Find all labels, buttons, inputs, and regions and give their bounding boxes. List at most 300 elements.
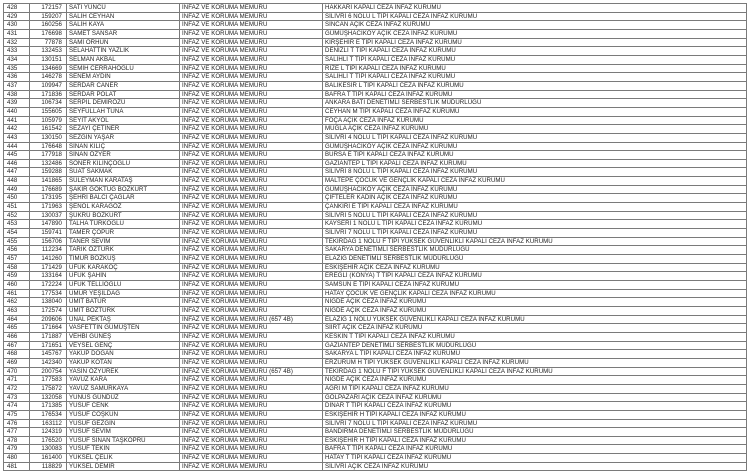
institution-cell: SİLİVRİ 5 NOLU L TİPİ KAPALI CEZA İNFAZ KURUMU — [323, 211, 747, 220]
table-row — [4, 55, 747, 64]
full-name-cell: YUSUF SEVİM — [67, 428, 180, 437]
row-number-cell: 455 — [4, 237, 30, 246]
row-number-cell: 469 — [4, 358, 30, 367]
registry-number-cell: 171963 — [30, 203, 67, 212]
job-title-cell: İNFAZ VE KORUMA MEMURU — [180, 419, 323, 428]
table-row — [4, 255, 747, 264]
job-title-cell: İNFAZ VE KORUMA MEMURU — [180, 12, 323, 21]
row-number-cell: 442 — [4, 125, 30, 134]
full-name-cell: SUAT SAKMAK — [67, 168, 180, 177]
row-number-cell: 438 — [4, 90, 30, 99]
table-row — [4, 220, 747, 229]
row-number-cell: 477 — [4, 428, 30, 437]
job-title-cell: İNFAZ VE KORUMA MEMURU — [180, 73, 323, 82]
table-row — [4, 151, 747, 160]
institution-cell: NİĞDE AÇIK CEZA İNFAZ KURUMU — [323, 376, 747, 385]
institution-cell: GÖLPAZARI AÇIK CEZA İNFAZ KURUMU — [323, 393, 747, 402]
institution-cell: SİLİVRİ 6 NOLU L TİPİ KAPALI CEZA İNFAZ KURUMU — [323, 12, 747, 21]
job-title-cell: İNFAZ VE KORUMA MEMURU — [180, 55, 323, 64]
registry-number-cell: 176689 — [30, 185, 67, 194]
full-name-cell: SALİH CEYHAN — [67, 12, 180, 21]
full-name-cell: ÜNAL PEKTAŞ — [67, 315, 180, 324]
institution-cell: BAFRA T TİPİ KAPALI CEZA İNFAZ KURUMU — [323, 90, 747, 99]
table-row — [4, 281, 747, 290]
institution-cell: GÜMÜŞHACIKÖY AÇIK CEZA İNFAZ KURUMU — [323, 185, 747, 194]
full-name-cell: YAKUP KOTAN — [67, 358, 180, 367]
row-number-cell: 446 — [4, 159, 30, 168]
row-number-cell: 447 — [4, 168, 30, 177]
row-number-cell: 428 — [4, 4, 30, 13]
registry-number-cell: 171836 — [30, 90, 67, 99]
institution-cell: BURSA E TİPİ KAPALI CEZA İNFAZ KURUMU — [323, 151, 747, 160]
job-title-cell: İNFAZ VE KORUMA MEMURU — [180, 376, 323, 385]
row-number-cell: 433 — [4, 47, 30, 56]
row-number-cell: 462 — [4, 298, 30, 307]
job-title-cell: İNFAZ VE KORUMA MEMURU — [180, 142, 323, 151]
job-title-cell: İNFAZ VE KORUMA MEMURU — [180, 29, 323, 38]
table-row — [4, 246, 747, 255]
full-name-cell: SAMET SANSAR — [67, 29, 180, 38]
row-number-cell: 472 — [4, 384, 30, 393]
row-number-cell: 467 — [4, 341, 30, 350]
registry-number-cell: 105979 — [30, 116, 67, 125]
table-row — [4, 142, 747, 151]
table-row — [4, 90, 747, 99]
registry-number-cell: 171385 — [30, 402, 67, 411]
registry-number-cell: 177534 — [30, 289, 67, 298]
institution-cell: TEKİRDAĞ 1 NOLU F TİPİ YÜKSEK GÜVENLİKLİ KAPALI CEZA İNFAZ KURUMU — [323, 237, 747, 246]
full-name-cell: VEYSEL GENÇ — [67, 341, 180, 350]
registry-number-cell: 176698 — [30, 29, 67, 38]
institution-cell: ESKİŞEHİR H TİPİ KAPALI CEZA İNFAZ KURUMU — [323, 410, 747, 419]
institution-cell: ÇANKIRI E TİPİ KAPALI CEZA İNFAZ KURUMU — [323, 203, 747, 212]
row-number-cell: 445 — [4, 151, 30, 160]
table-row — [4, 454, 747, 463]
full-name-cell: TANER SEVİM — [67, 237, 180, 246]
institution-cell: SİNCAN AÇIK CEZA İNFAZ KURUMU — [323, 21, 747, 30]
row-number-cell: 434 — [4, 55, 30, 64]
institution-cell: DİNAR T TİPİ KAPALI CEZA İNFAZ KURUMU — [323, 402, 747, 411]
registry-number-cell: 173195 — [30, 194, 67, 203]
job-title-cell: İNFAZ VE KORUMA MEMURU — [180, 246, 323, 255]
full-name-cell: VASFETTİN GÜMÜŞTEN — [67, 324, 180, 333]
row-number-cell: 478 — [4, 436, 30, 445]
job-title-cell: İNFAZ VE KORUMA MEMURU — [180, 177, 323, 186]
registry-number-cell: 147890 — [30, 220, 67, 229]
full-name-cell: SÜLEYMAN KARATAŞ — [67, 177, 180, 186]
row-number-cell: 436 — [4, 73, 30, 82]
institution-cell: ERZURUM H TİPİ YÜKSEK GÜVENLİKLİ KAPALI CEZA İNFAZ KURUMU — [323, 358, 747, 367]
institution-cell: RİZE L TİPİ KAPALI CEZA İNFAZ KURUMU — [323, 64, 747, 73]
job-title-cell: İNFAZ VE KORUMA MEMURU — [180, 350, 323, 359]
job-title-cell: İNFAZ VE KORUMA MEMURU — [180, 185, 323, 194]
job-title-cell: İNFAZ VE KORUMA MEMURU — [180, 384, 323, 393]
full-name-cell: YAKUP DOĞAN — [67, 350, 180, 359]
institution-cell: CEYHAN M TİPİ KAPALI CEZA İNFAZ KURUMU — [323, 107, 747, 116]
table-row — [4, 99, 747, 108]
table-row — [4, 29, 747, 38]
registry-number-cell: 130037 — [30, 211, 67, 220]
job-title-cell: İNFAZ VE KORUMA MEMURU — [180, 454, 323, 463]
job-title-cell: İNFAZ VE KORUMA MEMURU — [180, 151, 323, 160]
registry-number-cell: 172574 — [30, 306, 67, 315]
row-number-cell: 443 — [4, 133, 30, 142]
institution-cell: SİLİVRİ 7 NOLU L TİPİ KAPALI CEZA İNFAZ KURUMU — [323, 229, 747, 238]
institution-cell: ANKARA BATI DENETİMLİ SERBESTLİK MÜDÜRLÜĞÜ — [323, 99, 747, 108]
full-name-cell: SEYFULLAH TUNA — [67, 107, 180, 116]
full-name-cell: YÜKSEL DEMİR — [67, 462, 180, 471]
full-name-cell: SİNAN ÖZYER — [67, 151, 180, 160]
table-row — [4, 315, 747, 324]
registry-number-cell: 132486 — [30, 159, 67, 168]
table-row — [4, 229, 747, 238]
registry-number-cell: 176648 — [30, 142, 67, 151]
institution-cell: SAMSUN E TİPİ KAPALI CEZA İNFAZ KURUMU — [323, 281, 747, 290]
row-number-cell: 457 — [4, 255, 30, 264]
job-title-cell: İNFAZ VE KORUMA MEMURU — [180, 81, 323, 90]
registry-number-cell: 176534 — [30, 410, 67, 419]
table-row — [4, 358, 747, 367]
job-title-cell: İNFAZ VE KORUMA MEMURU — [180, 38, 323, 47]
full-name-cell: SEMİH CERRAHOĞLU — [67, 64, 180, 73]
table-row — [4, 341, 747, 350]
full-name-cell: YAVUZ KARA — [67, 376, 180, 385]
row-number-cell: 481 — [4, 462, 30, 471]
table-row — [4, 367, 747, 376]
table-row — [4, 185, 747, 194]
registry-number-cell: 177918 — [30, 151, 67, 160]
job-title-cell: İNFAZ VE KORUMA MEMURU — [180, 436, 323, 445]
institution-cell: HAKKARİ KAPALI CEZA İNFAZ KURUMU — [323, 4, 747, 13]
job-title-cell: İNFAZ VE KORUMA MEMURU — [180, 237, 323, 246]
registry-number-cell: 133164 — [30, 272, 67, 281]
job-title-cell: İNFAZ VE KORUMA MEMURU — [180, 341, 323, 350]
table-row — [4, 289, 747, 298]
registry-number-cell: 130150 — [30, 133, 67, 142]
registry-number-cell: 124319 — [30, 428, 67, 437]
job-title-cell: İNFAZ VE KORUMA MEMURU — [180, 263, 323, 272]
full-name-cell: SERDAR POLAT — [67, 90, 180, 99]
table-row — [4, 125, 747, 134]
job-title-cell: İNFAZ VE KORUMA MEMURU — [180, 21, 323, 30]
row-number-cell: 430 — [4, 21, 30, 30]
full-name-cell: TİMUR BOZKUŞ — [67, 255, 180, 264]
row-number-cell: 429 — [4, 12, 30, 21]
job-title-cell: İNFAZ VE KORUMA MEMURU — [180, 324, 323, 333]
table-row — [4, 194, 747, 203]
full-name-cell: ŞÜKRÜ BOZKURT — [67, 211, 180, 220]
table-row — [4, 21, 747, 30]
institution-cell: ÇİFTELER KADIN AÇIK CEZA İNFAZ KURUMU — [323, 194, 747, 203]
row-number-cell: 439 — [4, 99, 30, 108]
institution-cell: ESKİŞEHİR H TİPİ KAPALI CEZA İNFAZ KURUMU — [323, 436, 747, 445]
full-name-cell: SEYİT AKYOL — [67, 116, 180, 125]
job-title-cell: İNFAZ VE KORUMA MEMURU — [180, 220, 323, 229]
registry-number-cell: 141865 — [30, 177, 67, 186]
row-number-cell: 432 — [4, 38, 30, 47]
registry-number-cell: 159741 — [30, 229, 67, 238]
table-row — [4, 81, 747, 90]
institution-cell: SİİRT AÇIK CEZA İNFAZ KURUMU — [323, 324, 747, 333]
full-name-cell: SONER KILINÇOĞLU — [67, 159, 180, 168]
institution-cell: SAKARYA L TİPİ KAPALI CEZA İNFAZ KURUMU — [323, 350, 747, 359]
row-number-cell: 452 — [4, 211, 30, 220]
registry-number-cell: 130083 — [30, 445, 67, 454]
row-number-cell: 470 — [4, 367, 30, 376]
full-name-cell: TARIK ÖZTÜRK — [67, 246, 180, 255]
full-name-cell: SELMAN AKBAL — [67, 55, 180, 64]
row-number-cell: 459 — [4, 272, 30, 281]
table-row — [4, 159, 747, 168]
registry-number-cell: 172224 — [30, 281, 67, 290]
registry-number-cell: 132453 — [30, 47, 67, 56]
full-name-cell: YAVUZ SAMURKAYA — [67, 384, 180, 393]
row-number-cell: 431 — [4, 29, 30, 38]
registry-number-cell: 176520 — [30, 436, 67, 445]
job-title-cell: İNFAZ VE KORUMA MEMURU — [180, 410, 323, 419]
institution-cell: TEKİRDAĞ 1 NOLU F TİPİ YÜKSEK GÜVENLİKLİ KAPALI CEZA İNFAZ KURUMU — [323, 367, 747, 376]
institution-cell: MALTEPE ÇOCUK VE GENÇLİK KAPALI CEZA İNFAZ KURUMU — [323, 177, 747, 186]
full-name-cell: TAMER ÇOPUR — [67, 229, 180, 238]
registry-number-cell: 106734 — [30, 99, 67, 108]
row-number-cell: 435 — [4, 64, 30, 73]
full-name-cell: TALHA TÜRKOĞLU — [67, 220, 180, 229]
full-name-cell: SELAHATTİN YAZLIK — [67, 47, 180, 56]
registry-number-cell: 159288 — [30, 168, 67, 177]
job-title-cell: İNFAZ VE KORUMA MEMURU — [180, 47, 323, 56]
registry-number-cell: 200754 — [30, 367, 67, 376]
full-name-cell: ŞENOL KARAGÖZ — [67, 203, 180, 212]
job-title-cell: İNFAZ VE KORUMA MEMURU (657 4B) — [180, 367, 323, 376]
job-title-cell: İNFAZ VE KORUMA MEMURU — [180, 229, 323, 238]
job-title-cell: İNFAZ VE KORUMA MEMURU — [180, 393, 323, 402]
row-number-cell: 466 — [4, 332, 30, 341]
registry-number-cell: 134669 — [30, 64, 67, 73]
institution-cell: ESKİŞEHİR AÇIK CEZA İNFAZ KURUMU — [323, 263, 747, 272]
row-number-cell: 473 — [4, 393, 30, 402]
personnel-list-sheet — [3, 3, 747, 471]
registry-number-cell: 142340 — [30, 358, 67, 367]
full-name-cell: YUSUF SİNAN TAŞKÖPRÜ — [67, 436, 180, 445]
table-row — [4, 402, 747, 411]
job-title-cell: İNFAZ VE KORUMA MEMURU — [180, 64, 323, 73]
job-title-cell: İNFAZ VE KORUMA MEMURU — [180, 428, 323, 437]
row-number-cell: 468 — [4, 350, 30, 359]
row-number-cell: 456 — [4, 246, 30, 255]
job-title-cell: İNFAZ VE KORUMA MEMURU — [180, 358, 323, 367]
registry-number-cell: 109947 — [30, 81, 67, 90]
table-row — [4, 107, 747, 116]
job-title-cell: İNFAZ VE KORUMA MEMURU — [180, 306, 323, 315]
registry-number-cell: 145767 — [30, 350, 67, 359]
registry-number-cell: 146278 — [30, 73, 67, 82]
institution-cell: SAKARYA DENETİMLİ SERBESTLİK MÜDÜRLÜĞÜ — [323, 246, 747, 255]
job-title-cell: İNFAZ VE KORUMA MEMURU — [180, 332, 323, 341]
table-row — [4, 73, 747, 82]
job-title-cell: İNFAZ VE KORUMA MEMURU — [180, 402, 323, 411]
institution-cell: MUĞLA AÇIK CEZA İNFAZ KURUMU — [323, 125, 747, 134]
full-name-cell: YUSUF TEKİN — [67, 445, 180, 454]
job-title-cell: İNFAZ VE KORUMA MEMURU — [180, 298, 323, 307]
full-name-cell: SEZGİN YAŞAR — [67, 133, 180, 142]
row-number-cell: 471 — [4, 376, 30, 385]
registry-number-cell: 77878 — [30, 38, 67, 47]
job-title-cell: İNFAZ VE KORUMA MEMURU — [180, 168, 323, 177]
table-row — [4, 324, 747, 333]
table-row — [4, 133, 747, 142]
institution-cell: SALİHLİ T TİPİ KAPALI CEZA İNFAZ KURUMU — [323, 55, 747, 64]
registry-number-cell: 130151 — [30, 55, 67, 64]
table-row — [4, 462, 747, 471]
row-number-cell: 458 — [4, 263, 30, 272]
table-row — [4, 263, 747, 272]
table-row — [4, 237, 747, 246]
institution-cell: GÜMÜŞHACIKÖY AÇIK CEZA İNFAZ KURUMU — [323, 142, 747, 151]
institution-cell: AĞRI M TİPİ KAPALI CEZA İNFAZ KURUMU — [323, 384, 747, 393]
full-name-cell: ÜMİT BOZTÜRK — [67, 306, 180, 315]
full-name-cell: YUSUF COŞKUN — [67, 410, 180, 419]
table-row — [4, 298, 747, 307]
institution-cell: GÜMÜŞHACIKÖY AÇIK CEZA İNFAZ KURUMU — [323, 29, 747, 38]
institution-cell: SALİHLİ T TİPİ KAPALI CEZA İNFAZ KURUMU — [323, 73, 747, 82]
registry-number-cell: 159207 — [30, 12, 67, 21]
institution-cell: EREĞLİ (KONYA) T TİPİ KAPALI CEZA İNFAZ KURUMU — [323, 272, 747, 281]
row-number-cell: 474 — [4, 402, 30, 411]
full-name-cell: SİNAN KILIÇ — [67, 142, 180, 151]
table-row — [4, 332, 747, 341]
institution-cell: FOÇA AÇIK CEZA İNFAZ KURUMU — [323, 116, 747, 125]
table-row — [4, 445, 747, 454]
registry-number-cell: 155605 — [30, 107, 67, 116]
row-number-cell: 454 — [4, 229, 30, 238]
full-name-cell: SEZAYİ ÇETİNER — [67, 125, 180, 134]
row-number-cell: 437 — [4, 81, 30, 90]
institution-cell: ELAZIĞ 1 NOLU YÜKSEK GÜVENLİKLİ KAPALI CEZA İNFAZ KURUMU — [323, 315, 747, 324]
full-name-cell: YASİN ÖZYÜREK — [67, 367, 180, 376]
row-number-cell: 476 — [4, 419, 30, 428]
registry-number-cell: 171887 — [30, 332, 67, 341]
table-row — [4, 393, 747, 402]
full-name-cell: ŞAKİR GÖKTUĞ BOZKURT — [67, 185, 180, 194]
table-row — [4, 410, 747, 419]
row-number-cell: 460 — [4, 281, 30, 290]
job-title-cell: İNFAZ VE KORUMA MEMURU — [180, 133, 323, 142]
registry-number-cell: 161400 — [30, 454, 67, 463]
table-row — [4, 272, 747, 281]
job-title-cell: İNFAZ VE KORUMA MEMURU — [180, 281, 323, 290]
institution-cell: KESKİN T TİPİ KAPALI CEZA İNFAZ KURUMU — [323, 332, 747, 341]
job-title-cell: İNFAZ VE KORUMA MEMURU — [180, 116, 323, 125]
institution-cell: GAZİANTEP L TİPİ KAPALI CEZA İNFAZ KURUMU — [323, 159, 747, 168]
table-row — [4, 384, 747, 393]
registry-number-cell: 175872 — [30, 384, 67, 393]
table-row — [4, 116, 747, 125]
registry-number-cell: 209606 — [30, 315, 67, 324]
full-name-cell: SERDAR CANER — [67, 81, 180, 90]
row-number-cell: 479 — [4, 445, 30, 454]
institution-cell: HATAY T TİPİ KAPALI CEZA İNFAZ KURUMU — [323, 454, 747, 463]
table-row — [4, 376, 747, 385]
institution-cell: BALIKESİR L TİPİ KAPALI CEZA İNFAZ KURUMU — [323, 81, 747, 90]
registry-number-cell: 141260 — [30, 255, 67, 264]
job-title-cell: İNFAZ VE KORUMA MEMURU — [180, 203, 323, 212]
registry-number-cell: 171429 — [30, 263, 67, 272]
full-name-cell: SERPİL DEMİRÖZÜ — [67, 99, 180, 108]
row-number-cell: 480 — [4, 454, 30, 463]
full-name-cell: SENEM AYDIN — [67, 73, 180, 82]
full-name-cell: UFUK KARAKOÇ — [67, 263, 180, 272]
table-row — [4, 436, 747, 445]
full-name-cell: SALİH KAYA — [67, 21, 180, 30]
registry-number-cell: 160256 — [30, 21, 67, 30]
registry-number-cell: 177583 — [30, 376, 67, 385]
job-title-cell: İNFAZ VE KORUMA MEMURU — [180, 289, 323, 298]
full-name-cell: YUSUF CENK — [67, 402, 180, 411]
institution-cell: DENİZLİ T TİPİ KAPALI CEZA İNFAZ KURUMU — [323, 47, 747, 56]
institution-cell: NİĞDE AÇIK CEZA İNFAZ KURUMU — [323, 306, 747, 315]
job-title-cell: İNFAZ VE KORUMA MEMURU — [180, 445, 323, 454]
registry-number-cell: 118829 — [30, 462, 67, 471]
full-name-cell: YUNUS GÜNDÜZ — [67, 393, 180, 402]
row-number-cell: 453 — [4, 220, 30, 229]
full-name-cell: UFUK TELLİOĞLU — [67, 281, 180, 290]
job-title-cell: İNFAZ VE KORUMA MEMURU — [180, 125, 323, 134]
full-name-cell: ŞEHRİ BALCI ÇAĞLAR — [67, 194, 180, 203]
table-row — [4, 38, 747, 47]
registry-number-cell: 171651 — [30, 341, 67, 350]
job-title-cell: İNFAZ VE KORUMA MEMURU — [180, 159, 323, 168]
personnel-table — [3, 3, 747, 471]
registry-number-cell: 161542 — [30, 125, 67, 134]
table-row — [4, 177, 747, 186]
institution-cell: SİLİVRİ 8 NOLU L TİPİ KAPALI CEZA İNFAZ KURUMU — [323, 168, 747, 177]
registry-number-cell: 138040 — [30, 298, 67, 307]
job-title-cell: İNFAZ VE KORUMA MEMURU — [180, 194, 323, 203]
full-name-cell: YÜKSEL ÇELİK — [67, 454, 180, 463]
row-number-cell: 463 — [4, 306, 30, 315]
registry-number-cell: 156706 — [30, 237, 67, 246]
full-name-cell: ÜMİT BATUR — [67, 298, 180, 307]
job-title-cell: İNFAZ VE KORUMA MEMURU — [180, 211, 323, 220]
row-number-cell: 465 — [4, 324, 30, 333]
row-number-cell: 444 — [4, 142, 30, 151]
row-number-cell: 450 — [4, 194, 30, 203]
institution-cell: SİLİVRİ 4 NOLU L TİPİ KAPALI CEZA İNFAZ KURUMU — [323, 133, 747, 142]
row-number-cell: 451 — [4, 203, 30, 212]
full-name-cell: YUSUF GEZGİN — [67, 419, 180, 428]
job-title-cell: İNFAZ VE KORUMA MEMURU (657 4B) — [180, 315, 323, 324]
job-title-cell: İNFAZ VE KORUMA MEMURU — [180, 255, 323, 264]
institution-cell: NİĞDE AÇIK CEZA İNFAZ KURUMU — [323, 298, 747, 307]
row-number-cell: 449 — [4, 185, 30, 194]
institution-cell: KAYSERİ 1 NOLU L TİPİ KAPALI CEZA İNFAZ KURUMU — [323, 220, 747, 229]
institution-cell: SİLİVRİ 7 NOLU L TİPİ KAPALI CEZA İNFAZ KURUMU — [323, 419, 747, 428]
registry-number-cell: 132058 — [30, 393, 67, 402]
institution-cell: HATAY ÇOCUK VE GENÇLİK KAPALI CEZA İNFAZ KURUMU — [323, 289, 747, 298]
registry-number-cell: 171664 — [30, 324, 67, 333]
personnel-table-body — [4, 4, 747, 471]
job-title-cell: İNFAZ VE KORUMA MEMURU — [180, 90, 323, 99]
institution-cell: SİLİVRİ AÇIK CEZA İNFAZ KURUMU — [323, 462, 747, 471]
job-title-cell: İNFAZ VE KORUMA MEMURU — [180, 462, 323, 471]
table-row — [4, 350, 747, 359]
table-row — [4, 64, 747, 73]
job-title-cell: İNFAZ VE KORUMA MEMURU — [180, 99, 323, 108]
institution-cell: ELAZIĞ DENETİMLİ SERBESTLİK MÜDÜRLÜĞÜ — [323, 255, 747, 264]
row-number-cell: 464 — [4, 315, 30, 324]
row-number-cell: 441 — [4, 116, 30, 125]
row-number-cell: 448 — [4, 177, 30, 186]
